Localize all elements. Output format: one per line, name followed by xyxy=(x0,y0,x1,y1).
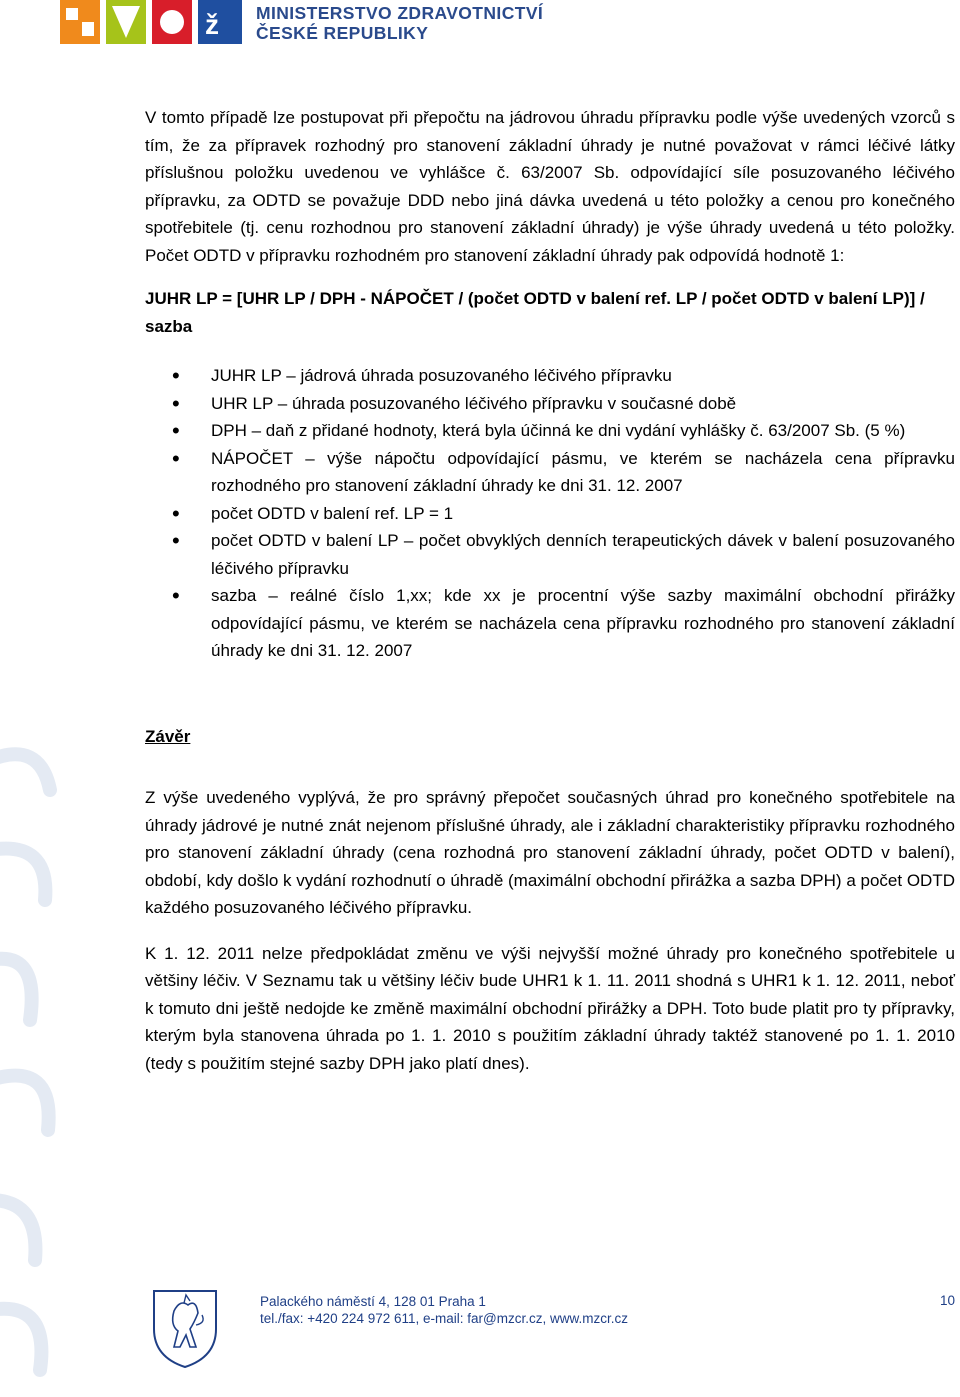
footer xyxy=(150,1285,955,1397)
address-line: Palackého náměstí 4, 128 01 Praha 1 xyxy=(260,1294,486,1309)
contact-line: tel./fax: +420 224 972 611, e-mail: far@mzcr.cz, www.mzcr.cz xyxy=(260,1311,628,1326)
coat-of-arms-icon xyxy=(150,1285,220,1370)
watermark-sun-icon xyxy=(0,700,70,1397)
formula: JUHR LP = [UHR LP / DPH - NÁPOČET / (počet ODTD v balení ref. LP / počet ODTD v balení LP)] / sazba xyxy=(145,289,925,336)
document-body xyxy=(145,104,955,1077)
footer-address xyxy=(260,1293,628,1327)
org-name-line2: ČESKÉ REPUBLIKY xyxy=(256,23,429,43)
list-item: • NÁPOČET – výše nápočtu odpovídající pásmu, ve kterém se nacházela cena přípravku rozhodného pro stanovení základní úhrady ke dni 31. 12. 2007 xyxy=(145,445,955,500)
list-item: • počet ODTD v balení LP – počet obvyklých denních terapeutických dávek v balení posuzovaného léčivého přípravku xyxy=(145,527,955,582)
svg-text:ž: ž xyxy=(205,9,219,40)
section-title: Závěr xyxy=(145,726,191,746)
list-item: • počet ODTD v balení ref. LP = 1 xyxy=(145,500,955,528)
paragraph-intro: V tomto případě lze postupovat při přepočtu na jádrovou úhradu přípravku podle výše uvedených vzorců s tím, že za přípravek rozhodný pro stanovení základní úhrady je nutné považovat v rámci léčivé látky příslušnou položku uvedenou ve vyhlášce č. 63/2007 Sb. odpovídající síle posuzovaného léčivého přípravku, za ODTD se považuje DDD nebo jiná dávka uvedená u této položky a cenou pro konečného spotřebitele (tj. cenu rozhodnou pro stanovení základní úhrady) je výše úhrady uvedená u této položky. Počet ODTD v přípravku rozhodném pro stanovení základní úhrady pak odpovídá hodnotě 1: xyxy=(145,108,955,265)
paragraph-outlook: K 1. 12. 2011 nelze předpokládat změnu ve výši nejvyšší možné úhrady pro konečného spotřebitele u většiny léčiv. V Seznamu tak u většiny léčiv bude UHR1 k 1. 11. 2011 shodná s UHR1 k 1. 12. 2011, neboť k tomuto dni ještě nedojde ke změně maximální obchodní přirážky a DPH. Toto bude platit pro ty přípravky, kterým byla stanovena úhrada po 1. 1. 2010 s použitím základní úhrady taktéž stanovené po 1. 1. 2010 (tedy s použitím stejné sazby DPH jako platí dnes). xyxy=(145,943,955,1073)
page-number: 10 xyxy=(939,1293,955,1308)
list-item: • UHR LP – úhrada posuzovaného léčivého přípravku v současné době xyxy=(145,390,955,418)
list-item: • sazba – reálné číslo 1,xx; kde xx je procentní výše sazby maximální obchodní přirážky odpovídající pásmu, ve kterém se nacházela cena přípravku rozhodného pro stanovení základní úhrady ke dni 31. 12. 2007 xyxy=(145,582,955,665)
paragraph-conclusion: Z výše uvedeného vyplývá, že pro správný přepočet současných úhrad pro konečného spotřebitele na úhrady jádrové je nutné znát nejenom příslušné úhrady, ale i základní charakteristiky přípravku rozhodného pro stanovení základní úhrady (cena rozhodná pro stanovení základní úhrady, počet ODTD v balení), období, kdy došlo k vydání rozhodnutí o úhradě (maximální obchodní přirážka a sazba DPH) a počet ODTD každého posuzovaného léčivého přípravku. xyxy=(145,788,955,917)
org-name xyxy=(256,3,543,43)
org-name-line1: MINISTERSTVO ZDRAVOTNICTVÍ xyxy=(256,3,544,23)
ministry-logo-icon xyxy=(60,0,246,46)
definitions-list xyxy=(145,362,955,665)
header xyxy=(60,0,580,46)
list-item: • JUHR LP – jádrová úhrada posuzovaného léčivého přípravku xyxy=(145,362,955,390)
list-item: • DPH – daň z přidané hodnoty, která byla účinná ke dni vydání vyhlášky č. 63/2007 Sb. (5 %) xyxy=(145,417,955,445)
